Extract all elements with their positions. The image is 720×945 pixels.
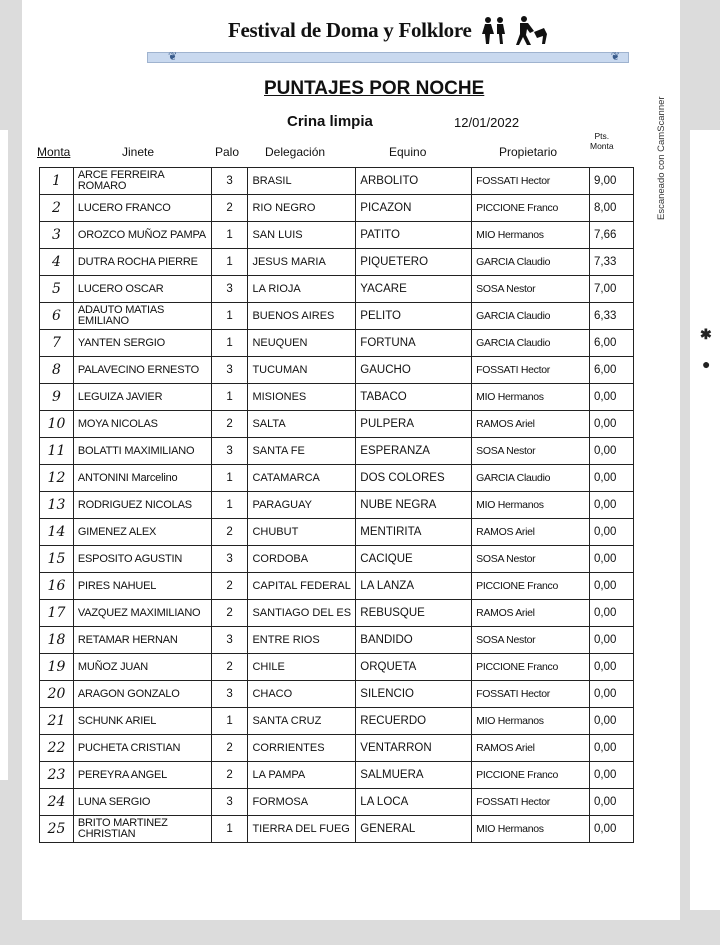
cell-palo: 3 (211, 681, 248, 708)
cell-delegacion: FORMOSA (248, 789, 356, 816)
cell-monta: 4 (40, 249, 74, 276)
cell-propietario: PICCIONE Franco (472, 654, 590, 681)
col-header-pts-line2: Monta (590, 141, 614, 151)
cell-delegacion: CHUBUT (248, 519, 356, 546)
col-header-delegacion: Delegación (265, 145, 326, 159)
col-header-pts-line1: Pts. (594, 131, 610, 141)
ornament-icon: ❦ (610, 51, 620, 63)
cell-palo: 2 (211, 762, 248, 789)
table-row (40, 735, 634, 762)
cell-equino: TABACO (356, 384, 472, 411)
cell-pts: 0,00 (590, 465, 634, 492)
cell-propietario: MIO Hermanos (472, 384, 590, 411)
cell-palo: 3 (211, 546, 248, 573)
cell-pts: 0,00 (590, 600, 634, 627)
cell-propietario: FOSSATI Hector (472, 357, 590, 384)
cell-equino: BANDIDO (356, 627, 472, 654)
cell-monta: 11 (40, 438, 74, 465)
cell-propietario: MIO Hermanos (472, 222, 590, 249)
table-row (40, 654, 634, 681)
table-row (40, 384, 634, 411)
cell-equino: REBUSQUE (356, 600, 472, 627)
table-row (40, 222, 634, 249)
scores-table (39, 167, 634, 843)
cell-monta: 19 (40, 654, 74, 681)
cell-propietario: RAMOS Ariel (472, 519, 590, 546)
table-row (40, 303, 634, 330)
col-header-palo: Palo (215, 145, 240, 159)
cell-pts: 0,00 (590, 708, 634, 735)
cell-propietario: SOSA Nestor (472, 276, 590, 303)
cell-pts: 0,00 (590, 519, 634, 546)
festival-title: Festival de Doma y Folklore (228, 18, 472, 42)
cell-propietario: RAMOS Ariel (472, 600, 590, 627)
cell-monta: 3 (40, 222, 74, 249)
cell-palo: 2 (211, 600, 248, 627)
cell-equino: GENERAL (356, 816, 472, 843)
cell-palo: 3 (211, 276, 248, 303)
cell-palo: 2 (211, 519, 248, 546)
cell-pts: 0,00 (590, 438, 634, 465)
col-header-equino: Equino (389, 145, 427, 159)
cell-jinete: VAZQUEZ MAXIMILIANO (73, 600, 211, 627)
cell-pts: 6,00 (590, 357, 634, 384)
cell-palo: 2 (211, 654, 248, 681)
cell-delegacion: BRASIL (248, 168, 356, 195)
cell-palo: 1 (211, 222, 248, 249)
cell-pts: 0,00 (590, 546, 634, 573)
cell-monta: 9 (40, 384, 74, 411)
cell-propietario: MIO Hermanos (472, 492, 590, 519)
cell-jinete: GIMENEZ ALEX (73, 519, 211, 546)
cell-jinete: LEGUIZA JAVIER (73, 384, 211, 411)
cell-monta: 22 (40, 735, 74, 762)
cell-palo: 3 (211, 438, 248, 465)
cell-propietario: GARCIA Claudio (472, 249, 590, 276)
table-row (40, 789, 634, 816)
cell-equino: NUBE NEGRA (356, 492, 472, 519)
table-row (40, 762, 634, 789)
cell-delegacion: SANTIAGO DEL ES (248, 600, 356, 627)
cell-delegacion: SANTA FE (248, 438, 356, 465)
cell-monta: 5 (40, 276, 74, 303)
adjacent-page-right (690, 130, 720, 910)
cell-palo: 3 (211, 168, 248, 195)
cell-monta: 10 (40, 411, 74, 438)
cell-pts: 0,00 (590, 762, 634, 789)
cell-monta: 17 (40, 600, 74, 627)
table-row (40, 357, 634, 384)
cell-pts: 0,00 (590, 627, 634, 654)
cell-jinete: SCHUNK ARIEL (73, 708, 211, 735)
cell-equino: VENTARRON (356, 735, 472, 762)
cell-delegacion: LA PAMPA (248, 762, 356, 789)
col-header-monta: Monta (37, 145, 71, 159)
cell-palo: 1 (211, 708, 248, 735)
cell-jinete: LUCERO OSCAR (73, 276, 211, 303)
adjacent-page-left (0, 130, 8, 780)
cell-monta: 13 (40, 492, 74, 519)
cell-monta: 20 (40, 681, 74, 708)
cell-propietario: RAMOS Ariel (472, 735, 590, 762)
cell-equino: ORQUETA (356, 654, 472, 681)
cell-palo: 2 (211, 735, 248, 762)
cell-palo: 1 (211, 384, 248, 411)
cell-palo: 3 (211, 627, 248, 654)
cell-propietario: MIO Hermanos (472, 816, 590, 843)
cell-palo: 1 (211, 330, 248, 357)
cell-equino: YACARE (356, 276, 472, 303)
cell-jinete: BOLATTI MAXIMILIANO (73, 438, 211, 465)
cell-equino: PULPERA (356, 411, 472, 438)
cell-palo: 1 (211, 249, 248, 276)
edge-mark-icon: ✱ (700, 326, 712, 342)
cell-monta: 18 (40, 627, 74, 654)
cell-propietario: FOSSATI Hector (472, 789, 590, 816)
cell-propietario: FOSSATI Hector (472, 168, 590, 195)
cell-pts: 9,00 (590, 168, 634, 195)
ornament-icon: ❦ (168, 51, 178, 63)
cell-pts: 0,00 (590, 573, 634, 600)
cell-jinete: PUCHETA CRISTIAN (73, 735, 211, 762)
col-header-pts (590, 131, 614, 151)
cell-jinete: ARCE FERREIRA ROMARO (73, 168, 211, 195)
table-row (40, 546, 634, 573)
cell-jinete: PALAVECINO ERNESTO (73, 357, 211, 384)
cell-equino: PIQUETERO (356, 249, 472, 276)
cell-jinete: RETAMAR HERNAN (73, 627, 211, 654)
cell-monta: 8 (40, 357, 74, 384)
table-row (40, 195, 634, 222)
cell-equino: ARBOLITO (356, 168, 472, 195)
cell-jinete: MOYA NICOLAS (73, 411, 211, 438)
cell-propietario: SOSA Nestor (472, 438, 590, 465)
table-row (40, 627, 634, 654)
cell-equino: CACIQUE (356, 546, 472, 573)
table-row (40, 249, 634, 276)
cell-delegacion: CORDOBA (248, 546, 356, 573)
table-row (40, 465, 634, 492)
table-row (40, 411, 634, 438)
table-row (40, 816, 634, 843)
cell-delegacion: CORRIENTES (248, 735, 356, 762)
table-row (40, 708, 634, 735)
cell-equino: ESPERANZA (356, 438, 472, 465)
cell-pts: 8,00 (590, 195, 634, 222)
cell-pts: 6,33 (590, 303, 634, 330)
table-row (40, 438, 634, 465)
cell-equino: GAUCHO (356, 357, 472, 384)
scanner-watermark: Escaneado con CamScanner (656, 96, 667, 220)
cell-equino: PELITO (356, 303, 472, 330)
cell-delegacion: CHILE (248, 654, 356, 681)
cell-palo: 2 (211, 573, 248, 600)
cell-jinete: YANTEN SERGIO (73, 330, 211, 357)
cell-equino: SALMUERA (356, 762, 472, 789)
table-row (40, 681, 634, 708)
cell-propietario: PICCIONE Franco (472, 573, 590, 600)
cell-pts: 0,00 (590, 411, 634, 438)
cell-jinete: ADAUTO MATIAS EMILIANO (73, 303, 211, 330)
cell-monta: 12 (40, 465, 74, 492)
cell-equino: RECUERDO (356, 708, 472, 735)
cell-pts: 7,00 (590, 276, 634, 303)
cell-pts: 0,00 (590, 816, 634, 843)
cell-palo: 3 (211, 357, 248, 384)
cell-jinete: PEREYRA ANGEL (73, 762, 211, 789)
cell-delegacion: TIERRA DEL FUEG (248, 816, 356, 843)
cell-pts: 0,00 (590, 384, 634, 411)
cell-delegacion: PARAGUAY (248, 492, 356, 519)
cell-propietario: FOSSATI Hector (472, 681, 590, 708)
cell-delegacion: LA RIOJA (248, 276, 356, 303)
table-row (40, 519, 634, 546)
cell-monta: 2 (40, 195, 74, 222)
table-row (40, 276, 634, 303)
cell-propietario: RAMOS Ariel (472, 411, 590, 438)
cell-jinete: ESPOSITO AGUSTIN (73, 546, 211, 573)
cell-monta: 1 (40, 168, 74, 195)
cell-monta: 14 (40, 519, 74, 546)
cell-equino: FORTUNA (356, 330, 472, 357)
cell-delegacion: MISIONES (248, 384, 356, 411)
cell-propietario: MIO Hermanos (472, 708, 590, 735)
cell-equino: LA LANZA (356, 573, 472, 600)
cell-monta: 21 (40, 708, 74, 735)
cell-palo: 2 (211, 195, 248, 222)
col-header-jinete: Jinete (122, 145, 155, 159)
cell-palo: 1 (211, 492, 248, 519)
cell-equino: PICAZON (356, 195, 472, 222)
table-row (40, 330, 634, 357)
cell-delegacion: JESUS MARIA (248, 249, 356, 276)
cell-palo: 3 (211, 789, 248, 816)
cell-monta: 16 (40, 573, 74, 600)
cell-jinete: MUÑOZ JUAN (73, 654, 211, 681)
cell-propietario: SOSA Nestor (472, 546, 590, 573)
cell-jinete: BRITO MARTINEZ CHRISTIAN (73, 816, 211, 843)
cell-monta: 15 (40, 546, 74, 573)
cell-equino: SILENCIO (356, 681, 472, 708)
cell-jinete: OROZCO MUÑOZ PAMPA (73, 222, 211, 249)
cell-monta: 25 (40, 816, 74, 843)
cell-jinete: RODRIGUEZ NICOLAS (73, 492, 211, 519)
cell-delegacion: TUCUMAN (248, 357, 356, 384)
cell-delegacion: BUENOS AIRES (248, 303, 356, 330)
cell-pts: 0,00 (590, 681, 634, 708)
cell-palo: 1 (211, 816, 248, 843)
cell-pts: 0,00 (590, 789, 634, 816)
cell-equino: PATITO (356, 222, 472, 249)
col-header-propietario: Propietario (499, 145, 558, 159)
cell-delegacion: CAPITAL FEDERAL (248, 573, 356, 600)
dancers-logo-icon (478, 14, 556, 48)
cell-delegacion: SANTA CRUZ (248, 708, 356, 735)
cell-pts: 0,00 (590, 492, 634, 519)
document-page (22, 0, 680, 920)
cell-delegacion: SAN LUIS (248, 222, 356, 249)
cell-equino: LA LOCA (356, 789, 472, 816)
page-heading: PUNTAJES POR NOCHE (264, 78, 485, 99)
cell-monta: 7 (40, 330, 74, 357)
cell-jinete: LUCERO FRANCO (73, 195, 211, 222)
table-row (40, 168, 634, 195)
cell-delegacion: RIO NEGRO (248, 195, 356, 222)
cell-monta: 24 (40, 789, 74, 816)
cell-propietario: GARCIA Claudio (472, 465, 590, 492)
cell-propietario: SOSA Nestor (472, 627, 590, 654)
cell-equino: MENTIRITA (356, 519, 472, 546)
edge-mark-icon: ● (702, 356, 711, 372)
cell-jinete: DUTRA ROCHA PIERRE (73, 249, 211, 276)
cell-pts: 7,66 (590, 222, 634, 249)
cell-pts: 0,00 (590, 654, 634, 681)
cell-propietario: GARCIA Claudio (472, 330, 590, 357)
cell-jinete: ARAGON GONZALO (73, 681, 211, 708)
cell-delegacion: ENTRE RIOS (248, 627, 356, 654)
cell-pts: 6,00 (590, 330, 634, 357)
cell-pts: 7,33 (590, 249, 634, 276)
table-row (40, 600, 634, 627)
event-date: 12/01/2022 (454, 115, 520, 130)
cell-palo: 1 (211, 465, 248, 492)
cell-propietario: PICCIONE Franco (472, 195, 590, 222)
cell-jinete: ANTONINI Marcelino (73, 465, 211, 492)
cell-delegacion: CHACO (248, 681, 356, 708)
cell-jinete: PIRES NAHUEL (73, 573, 211, 600)
cell-palo: 2 (211, 411, 248, 438)
cell-delegacion: CATAMARCA (248, 465, 356, 492)
cell-delegacion: NEUQUEN (248, 330, 356, 357)
table-row (40, 492, 634, 519)
cell-propietario: PICCIONE Franco (472, 762, 590, 789)
cell-palo: 1 (211, 303, 248, 330)
cell-pts: 0,00 (590, 735, 634, 762)
cell-propietario: GARCIA Claudio (472, 303, 590, 330)
table-row (40, 573, 634, 600)
decorative-banner (147, 52, 629, 63)
cell-equino: DOS COLORES (356, 465, 472, 492)
cell-monta: 23 (40, 762, 74, 789)
cell-delegacion: SALTA (248, 411, 356, 438)
cell-jinete: LUNA SERGIO (73, 789, 211, 816)
cell-monta: 6 (40, 303, 74, 330)
category-subtitle: Crina limpia (287, 113, 373, 130)
